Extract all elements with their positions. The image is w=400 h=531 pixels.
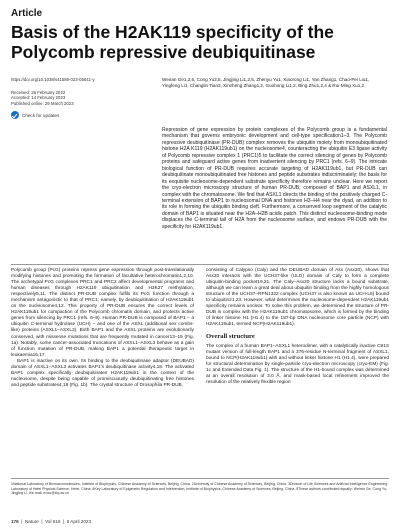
section-divider [11,264,389,265]
article-title: Basis of the H2AK119 specificity of the Polycomb repressive deubiquitinase [11,22,334,62]
published-date: Published online: 29 March 2023 [11,100,74,106]
body-column-right [206,268,389,386]
body-paragraph: consisting of Calypso (Caly) and the DEUBAD domain of Asx (Asx20), shows that Asx20 interacts with the UCH37-like (ULD) domain of Caly to form a complete ubiquitin-binding pocket19,21. The Caly–Asx20 structure lacks a bound substrate, although we can learn a great deal about ubiquitin binding from the highly homologous structure of the UCH37–RPN1322 complex (UCH37 is also known as UCH-L5) bound to ubiquitin21,23. However, what determines the nucleosome-dependent H2AK119ub1 specificity remains unclear. To solve this problem, we determined the structure of PR-DUB in complex with the H2AK119ub1 chromatosome, which is formed by the binding of linker histone H1 (H1.4) to the 187-bp DNA nucleosome core particle (NCP) with H2AK119ub1, termed NCP(H2AK119ub1). [206,268,389,328]
body-paragraph: Polycomb group (PcG) proteins repress gene expression through post-translationally modifying histones and promoting the formation of facultative heterochromatin1,2,10. The archetypal PcG complexes PRC1 and PRC2 affect developmental programs and human diseases through H2AK119 ubiquitination and H3K27 methylation, respectively5,11. The distinct PR-DUB complex fulfils its PcG function through a mechanism antagonistic to that of PRC1; namely, by deubiquitination of H2AK119ub1 on the nucleosome4,12. This property of PR-DUB ensures the correct levels of H2AK119ub1 for compaction of the Polycomb chromatin domain, and protects active genes from silencing by PRC1 (refs. 6–9). Human PR-DUB is composed of BAP1 – a ubiquitin C-terminal hydrolase (UCH) – and one of the ASXL (additional sex combs-like) proteins (ASXL1–ASXL3). Both BAP1 and the ASXL proteins are evolutionarily conserved, with missense mutations that are frequently mutated in cancer13–15 (Fig. 1a). Notably, some cancer-associated truncations of ASXL1–ASXL3 behave as a gain of function mutation of PR-DUB, making BAP1 a potential therapeutic target in leukaemia16,17. [11,268,194,358]
section-heading: Overall structure [206,333,255,341]
accepted-date: Accepted: 14 February 2023 [11,95,66,101]
received-date: Received: 26 February 2022 [11,89,66,95]
author-list: Weiran Ge1,2,5, Cong Yu3,5, Jingjing Li1,2,5, Zhenyu Yu1, Xiaorong Li1, Yan Zhang1, Chao-Pei Liu1, Yingfeng Li1, Changlin Tian3, Xinzheng Zhang1,2, Guohong Li1,2, Bing Zhu1,2,4 & Rui-Ming Xu1,2 [162,77,370,88]
abstract: Repression of gene expression by protein complexes of the Polycomb group is a fundamental mechanism that governs embryonic development and cell-type specification1–3. The Polycomb repressive deubiquitinase (PR-DUB) complex removes the ubiquitin moiety from monoubiquitinated histone H2A K119 (H2AK119ub1) on the nucleosome4, counteracting the ubiquitin E3 ligase activity of Polycomb repressive complex 1 (PRC1)5 to facilitate the correct silencing of genes by Polycomb proteins and safeguard active genes from inadvertent silencing by PRC1 (refs. 6–9). The intricate biological function of PR-DUB requires accurate targeting of H2AK119ub1, but PR-DUB can deubiquitinate monoubiquitinated free histones and peptide substrates indiscriminately; the basis for its exquisite nucleosome-dependent substrate specificity therefore remains unclear. Here we report the cryo-electron microscopy structure of human PR-DUB, composed of BAP1 and ASXL1, in complex with the chromatosome. We find that ASXL1 directs the binding of the positively charged C-terminal extension of BAP1 to nucleosomal DNA and histones H3–H4 near the dyad, an addition to its role in forming the ubiquitin binding cleft. Furthermore, a conserved loop segment of the catalytic domain of BAP1 is situated near the H2A–H2B acidic patch. This distinct nucleosome-binding mode displaces the C-terminal tail of H2A from the nucleosome surface, and endows PR-DUB with the specificity for H2AK119ub1. [162,127,387,230]
article-metadata [11,77,149,121]
check-updates-button[interactable] [11,111,59,119]
article-type-label: Article [11,8,43,19]
volume: Vol 616 [45,519,61,524]
check-updates-icon [11,111,19,119]
journal-name: Nature [24,519,39,524]
check-updates-label: Check for updates [22,112,60,118]
body-paragraph: BAP1 is inactive on its own. Its binding to the deubiquitinase adaptor (DEUBAD) domain of ASXL1–ASXL3 activates BAP1’s deubiquitinase activity4,18. The activated BAP1 complex specifically deubiquitinates H2AK119ub1 in the context of the nucleosome, despite being capable of promiscuously deubiquitinating free histones and peptide substrates4,19 (Fig. 1b). The crystal structure of Drosophila PR-DUB, [11,358,194,388]
issue-date: 6 April 2023 [66,519,91,524]
affiliations-footnote: 1National Laboratory of Biomacromolecules, Institute of Biophysics, Chinese Academy of Sciences, Beijing, China. 2University of Chinese Academy of Sciences, Beijing, China. 3Division of Life Sciences and Artificial Intelligence Engineering Laboratory of Hefei Physical Science, Hefei, China. 4Key Laboratory of Epigenetic Regulation and Intervention, Institute of Biophysics, Chinese Academy of Sciences, Beijing, China. 5These authors contributed equally: Weiran Ge, Cong Yu, Jingjing Li. ✉e-mail: rmxu@ibp.ac.cn [11,478,389,496]
page-number: 176 [11,519,19,524]
body-column-left [11,268,194,389]
body-paragraph: The complex of a human BAP1–ASXL1 heterodimer, with a catalytically inactive C91S mutant version of full-length BAP1 and a 376-residue N-terminal fragment of ASXL1, bound to NCP(H2AK119ub1) with and without linker histone H1 (H1.4), were prepared for structural determination by single-particle cryo-electron microscopy (cryo-EM) (Fig. 1c and Extended Data Fig. 1). The structure of the H1-bound complex was determined at an overall resolution of 3.0 Å, and mask-based local refinement improved the resolution of the relatively flexible region [206,343,389,385]
page-footer: 176 | Nature | Vol 616 | 6 April 2023 [11,519,91,524]
doi-link[interactable]: https://doi.org/10.1038/s41586-023-05841-y [11,77,95,82]
